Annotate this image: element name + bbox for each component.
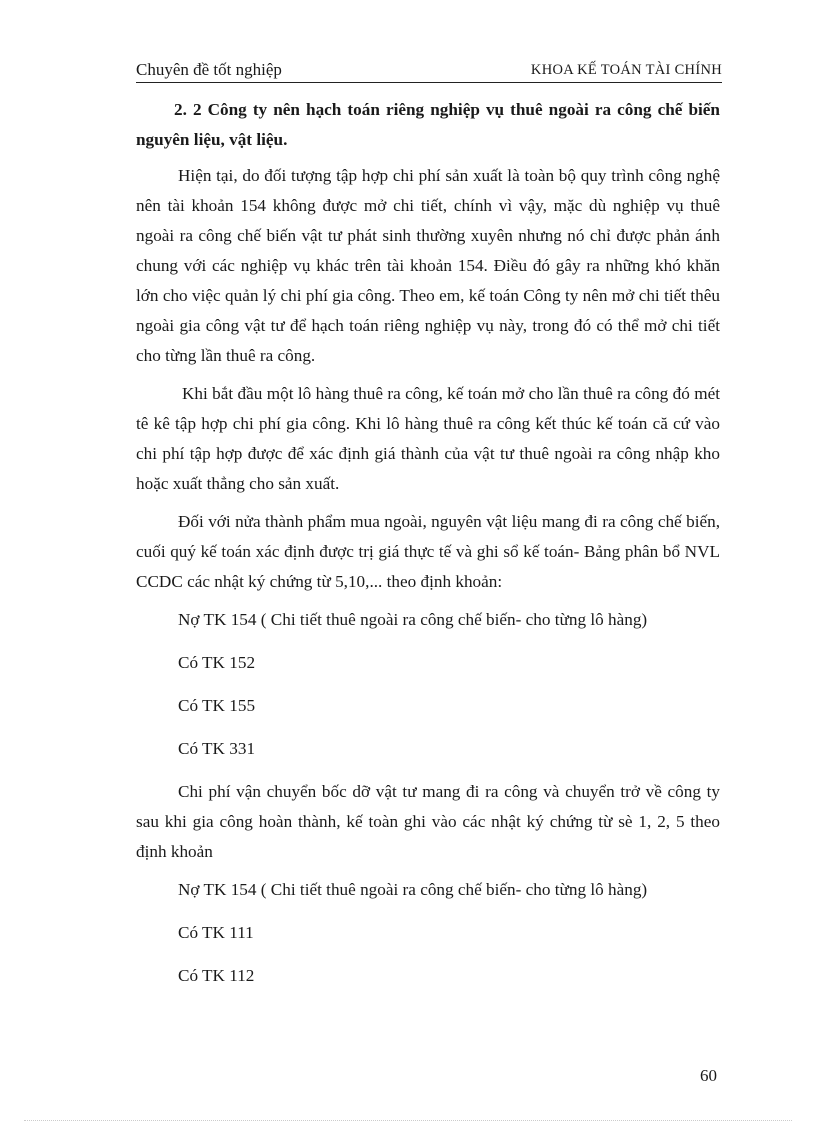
header-faculty: KHOA KẾ TOÁN TÀI CHÍNH [530, 62, 722, 78]
page-header [136, 60, 722, 83]
entry-debit-154-first: Nợ TK 154 ( Chi tiết thuê ngoài ra công chế biến- cho từng lô hàng) [178, 610, 648, 629]
page-content [136, 95, 720, 1004]
entry-credit-112: Có TK 112 [178, 966, 255, 985]
paragraph-batch-processing: Khi bắt đầu một lô hàng thuê ra công, kế toán mở cho lần thuê ra công đó mét tê kê tập hợp chi phí gia công. Khi lô hàng thuê ra công kết thúc kế toán că cứ vào chi phí tập hợp được để xác định giá thành của vật tư thuê ngoài ra công nhập kho hoặc xuất thẳng cho sản xuất. [136, 384, 720, 493]
section-title: 2. 2 Công ty nên hạch toán riêng nghiệp vụ thuê ngoài ra công chế biến nguyên liệu, vật liệu. [136, 100, 720, 149]
paragraph-transport-costs: Chi phí vận chuyển bốc dỡ vật tư mang đi ra công và chuyển trở về công ty sau khi gia công hoàn thành, kế toàn ghi vào các nhật ký chứng từ sè 1, 2, 5 theo định khoản [136, 782, 720, 861]
paragraph-semi-finished-goods: Đối với nửa thành phẩm mua ngoài, nguyên vật liệu mang đi ra công chế biến, cuối quý kế toán xác định được trị giá thực tế và ghi sổ kế toán- Bảng phân bổ NVL CCDC các nhật ký chứng từ 5,10,... theo định khoản: [136, 512, 720, 591]
entry-credit-111: Có TK 111 [178, 923, 254, 942]
entry-credit-155: Có TK 155 [178, 696, 256, 715]
entry-credit-331: Có TK 331 [178, 739, 256, 758]
page-number: 60 [700, 1066, 717, 1085]
entry-credit-152: Có TK 152 [178, 653, 256, 672]
entry-debit-154-second: Nợ TK 154 ( Chi tiết thuê ngoài ra công chế biến- cho từng lô hàng) [178, 880, 648, 899]
page-bottom-border [24, 1120, 792, 1121]
header-document-type: Chuyên đề tốt nghiệp [136, 60, 282, 79]
paragraph-current-situation: Hiện tại, do đối tượng tập hợp chi phí sản xuất là toàn bộ quy trình công nghệ nên tài khoản 154 không được mở chi tiết, chính vì vậy, mặc dù nghiệp vụ thuê ngoài ra công chế biến vật tư phát sinh thường xuyên nhưng nó chỉ được phản ánh chung với các nghiệp vụ khác trên tài khoản 154. Điều đó gây ra những khó khăn lớn cho việc quản lý chi phí gia công. Theo em, kế toán Công ty nên mở chi tiết thêu ngoài gia công vật tư để hạch toán riêng nghiệp vụ này, trong đó có thể mở chi tiết cho từng lần thuê ra công. [136, 166, 720, 365]
